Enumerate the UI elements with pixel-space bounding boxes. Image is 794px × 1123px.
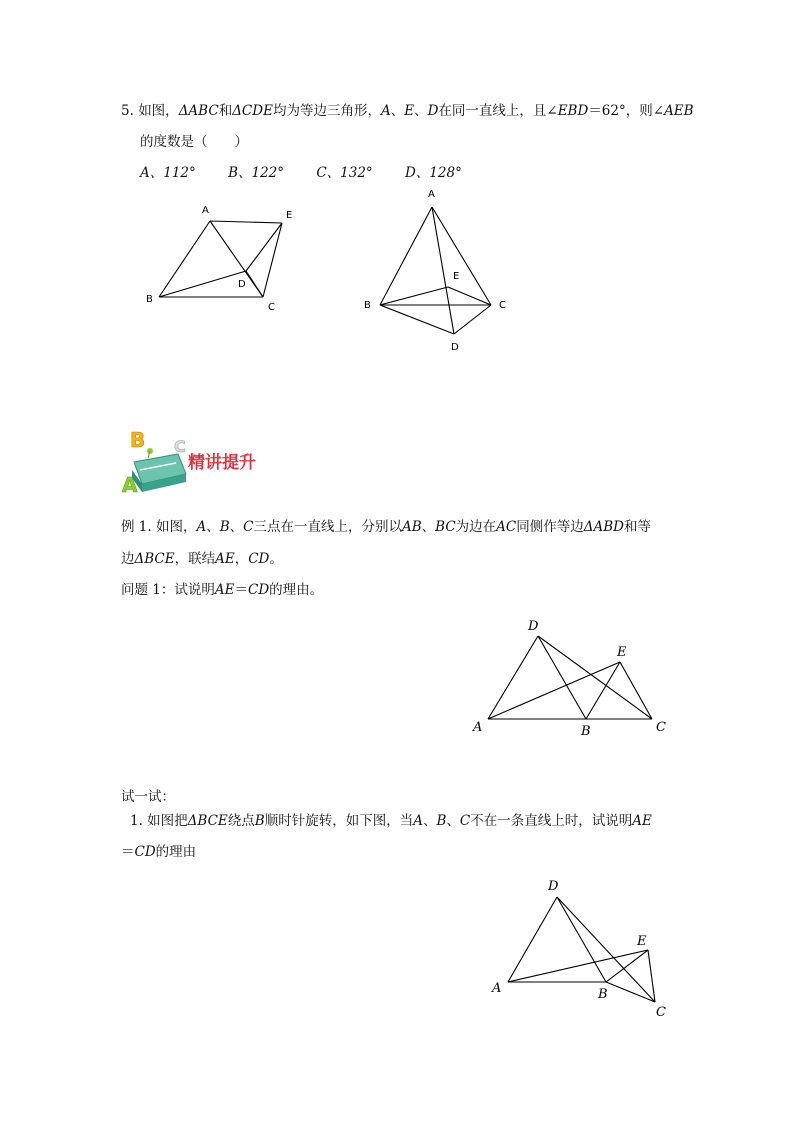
text-run: ＝ bbox=[234, 582, 248, 598]
fig3-segment-dc bbox=[538, 636, 652, 719]
math-symbol: EBD bbox=[557, 103, 589, 119]
fig2-label-b: B bbox=[364, 300, 371, 311]
text-run: ， bbox=[234, 551, 249, 567]
fig3-segment-ad bbox=[488, 636, 538, 719]
fig2-label-a: A bbox=[428, 189, 435, 200]
math-symbol: AE bbox=[632, 813, 652, 829]
figure-4 bbox=[508, 897, 655, 1002]
text-run: 边 bbox=[121, 551, 135, 567]
text-run: 、 bbox=[206, 519, 220, 535]
text-run: 绕点 bbox=[227, 813, 255, 829]
figure-3 bbox=[488, 636, 652, 719]
math-symbol: A bbox=[413, 813, 423, 829]
math-symbol: ΔBCE bbox=[134, 551, 175, 567]
fig1-segment-bd bbox=[159, 271, 246, 297]
math-symbol: CD bbox=[134, 844, 156, 860]
fig3-label-a: A bbox=[473, 720, 483, 735]
fig1-label-c: C bbox=[268, 302, 275, 313]
math-symbol: AEB bbox=[664, 103, 694, 119]
text-run: 、 bbox=[390, 103, 405, 119]
text-run: 、 bbox=[414, 103, 428, 119]
fig1-label-b: B bbox=[146, 294, 153, 305]
text-run: 、 bbox=[229, 519, 244, 535]
fig2-segment-be bbox=[380, 287, 448, 305]
fig4-label-a: A bbox=[492, 981, 502, 996]
math-symbol: ΔABD bbox=[583, 519, 625, 535]
fig2-segment-ec bbox=[448, 287, 491, 305]
problem-1 bbox=[121, 580, 323, 600]
fig4-label-e: E bbox=[637, 934, 647, 949]
option-c[interactable]: C、132° bbox=[316, 165, 373, 181]
figure-1 bbox=[159, 221, 282, 297]
fig2-label-e: E bbox=[453, 271, 460, 282]
text-run: 和等 bbox=[624, 519, 652, 535]
text-run: 均为等边三角形， bbox=[272, 103, 381, 119]
fig3-segment-ae bbox=[488, 662, 620, 719]
text-run: 如图， bbox=[138, 103, 179, 119]
text-run: 的理由。 bbox=[269, 582, 324, 598]
math-symbol: AE bbox=[214, 582, 235, 598]
fig4-segment-ad bbox=[508, 897, 557, 982]
fig2-label-c: C bbox=[499, 300, 506, 311]
fig2-segment-dc bbox=[454, 305, 491, 334]
math-symbol: D bbox=[427, 103, 439, 119]
text-run: 和 bbox=[218, 103, 233, 119]
option-a[interactable]: A、112° bbox=[140, 165, 196, 181]
text-run: 不在一条直线上时，试说明 bbox=[470, 813, 633, 829]
fig1-segment-dc bbox=[246, 271, 263, 297]
option-b[interactable]: B、122° bbox=[228, 165, 285, 181]
math-symbol: CD bbox=[248, 551, 270, 567]
question-5-line-2: 的度数是（ ） bbox=[140, 134, 248, 150]
text-run: 三点在一直线上，分别以 bbox=[253, 519, 402, 535]
text-run: 、 bbox=[421, 519, 436, 535]
fig4-label-b: B bbox=[598, 987, 608, 1002]
fig3-label-c: C bbox=[656, 720, 666, 735]
text-run: 1. 如图把 bbox=[130, 813, 188, 829]
option-d[interactable]: D、128° bbox=[404, 165, 462, 181]
math-symbol: AE bbox=[215, 551, 235, 567]
fig3-label-d: D bbox=[528, 619, 539, 634]
math-symbol: A bbox=[380, 103, 391, 119]
example-1-line-2 bbox=[121, 549, 283, 569]
fig1-label-a: A bbox=[202, 205, 209, 216]
text-run: 为边在 bbox=[455, 519, 497, 535]
math-symbol: B bbox=[219, 519, 230, 535]
math-symbol: ΔBCE bbox=[187, 813, 228, 829]
fig4-segment-ec bbox=[648, 950, 655, 1002]
fig1-segment-ab bbox=[159, 221, 210, 297]
math-symbol: E bbox=[404, 103, 415, 119]
math-symbol: CD bbox=[248, 582, 270, 598]
text-run: 同侧作等边 bbox=[516, 519, 584, 535]
fig2-segment-ab bbox=[380, 207, 432, 305]
math-symbol: ΔABC bbox=[178, 103, 219, 119]
text-run: 、 bbox=[446, 813, 460, 829]
math-symbol: B bbox=[436, 813, 447, 829]
text-run: ，联结 bbox=[174, 551, 216, 567]
fig3-segment-db bbox=[538, 636, 586, 719]
section-banner bbox=[122, 428, 256, 497]
text-run: 顺时针旋转，如下图，当 bbox=[264, 813, 414, 829]
fig4-segment-bc bbox=[606, 982, 655, 1002]
fig2-segment-bd bbox=[380, 305, 454, 334]
try-item-1-line-1 bbox=[130, 811, 652, 831]
figure-2 bbox=[380, 207, 491, 334]
math-symbol: AB bbox=[401, 519, 422, 535]
fig1-segment-ec bbox=[263, 223, 282, 297]
text-run: ＝62°，则∠ bbox=[588, 103, 665, 119]
fig1-label-e: E bbox=[286, 210, 293, 221]
text-run: 在同一直线上，且∠ bbox=[438, 103, 558, 119]
fig4-label-c: C bbox=[656, 1005, 666, 1020]
fig2-label-d: D bbox=[451, 342, 459, 353]
fig4-label-d: D bbox=[548, 879, 559, 894]
math-symbol: ΔCDE bbox=[232, 103, 273, 119]
math-symbol: C bbox=[459, 813, 471, 829]
svg-text:B: B bbox=[130, 428, 146, 452]
fig3-segment-be bbox=[586, 662, 620, 719]
math-symbol: C bbox=[243, 519, 254, 535]
text-run: ＝ bbox=[121, 844, 135, 860]
fig1-segment-de bbox=[246, 223, 282, 271]
fig1-label-d: D bbox=[238, 279, 246, 290]
try-item-1-line-2 bbox=[121, 842, 196, 862]
example-1-line-1 bbox=[121, 517, 651, 537]
math-symbol: A bbox=[196, 519, 207, 535]
text-run: 、 bbox=[422, 813, 437, 829]
svg-text:A: A bbox=[122, 473, 138, 497]
math-symbol: AC bbox=[496, 519, 517, 535]
question-number: 5. bbox=[121, 103, 134, 119]
banner-title: 精讲提升 bbox=[188, 453, 256, 473]
try-heading: 试一试： bbox=[121, 789, 175, 805]
text-run: 例 1. 如图， bbox=[121, 519, 197, 535]
math-symbol: B bbox=[254, 813, 265, 829]
text-run: 。 bbox=[269, 551, 283, 567]
fig3-label-b: B bbox=[581, 724, 591, 739]
fig3-segment-ec bbox=[620, 662, 652, 719]
text-run: 问题 1：试说明 bbox=[121, 582, 215, 598]
fig1-segment-ae bbox=[210, 221, 282, 223]
text-run: 的理由 bbox=[155, 844, 197, 860]
math-symbol: BC bbox=[435, 519, 456, 535]
fig3-label-e: E bbox=[617, 645, 627, 660]
svg-text:C: C bbox=[174, 437, 186, 456]
abc-books-icon bbox=[122, 428, 186, 497]
